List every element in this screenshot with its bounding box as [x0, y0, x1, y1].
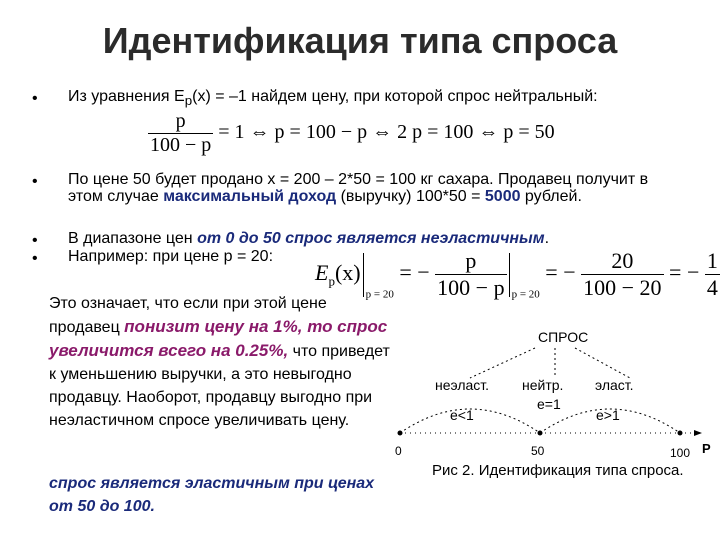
figure-caption: Рис 2. Идентификация типа спроса. — [432, 462, 684, 479]
eq2-fraction-2: $\frac{20}{100 - 20}$ — [583, 248, 662, 300]
bullet-marker: • — [32, 232, 38, 249]
branch-elastic: эласт. — [595, 377, 634, 393]
bullet-marker: • — [32, 250, 38, 267]
condition-elastic: e>1 — [596, 407, 620, 423]
bullet-2-highlight2: 5000 — [484, 188, 521, 205]
bullet-2-text-b: (выручку) 100*50 = — [336, 188, 485, 205]
branch-right-line — [575, 348, 630, 378]
eq1-numerator: p — [148, 110, 213, 134]
condition-neutral: e=1 — [537, 396, 561, 412]
tick-0: 0 — [395, 444, 402, 458]
bullet-2-text-c: рублей. — [520, 188, 582, 205]
bullet-2-highlight: максимальный доход — [163, 188, 337, 205]
eq1-rest: = 1 ⇔ p = 100 − p ⇔ 2 p = 100 ⇔ p = 50 — [218, 121, 555, 144]
condition-inelastic: e<1 — [450, 407, 474, 423]
equation-example: $E_p(x)_{p = 20}$ = − $\frac{p}{100 - p}$ $_{p = 20}$ = − $\frac{20}{100 - 20}$ = − $\frac{1}{4}$ — [315, 248, 718, 301]
bullet-2 — [68, 171, 668, 205]
elastic-note: спрос является эластичным при ценах от 50 до 100. — [49, 475, 375, 515]
explanation-paragraph — [49, 292, 399, 432]
eq2-fraction-3: $\frac{1}{4}$ — [706, 248, 718, 300]
eq2-eval: p = 20 — [365, 288, 394, 301]
explanation-text-a: Это означает, что если при этой цене продавец — [49, 295, 327, 336]
eq2-lhs: $E_p(x)$ — [315, 259, 361, 288]
bullet-marker: • — [32, 90, 38, 107]
point-100 — [678, 431, 683, 436]
branch-neutral: нейтр. — [522, 377, 564, 393]
equation-neutral — [148, 110, 555, 157]
eq2-equals: = − — [399, 259, 430, 285]
bullet-3-text-a: В диапазоне цен — [68, 230, 198, 247]
bullet-1-text-b: (x) = –1 найдем цену, при которой спрос нейтральный: — [192, 88, 598, 105]
bullet-4 — [68, 248, 273, 265]
branch-inelastic: неэласт. — [435, 377, 490, 393]
tick-50: 50 — [531, 444, 545, 458]
bullet-2-text-a: По цене 50 будет продано x = 200 – 2*50 = 100 кг сахара. Продавец получит в этом случае — [68, 171, 649, 205]
explanation-text-b: что приведет к уменьшению выручки, а это невыгодно продавцу. Наоборот, продавцу выгодно при неэластичном спросе увеличивать цену. — [49, 343, 390, 429]
point-50 — [538, 431, 543, 436]
bullet-1-text-a: Из уравнения E — [68, 88, 185, 105]
point-0 — [398, 431, 403, 436]
branch-left-line — [470, 348, 535, 378]
bullet-1-sub: p — [184, 93, 193, 109]
tick-100: 100 — [670, 446, 691, 460]
bullet-3-highlight: от 0 до 50 спрос является неэластичным — [197, 230, 545, 247]
bullet-marker: • — [32, 173, 38, 190]
eq1-denominator: 100 − p — [150, 134, 212, 156]
bullet-3 — [68, 230, 708, 247]
axis-arrow — [694, 430, 702, 436]
bullet-4-text-a: Например: при цене p = 20: — [68, 248, 274, 265]
eq2-fraction-1: $\frac{p}{100 - p}$ — [437, 248, 505, 300]
bullet-3-text-b: . — [544, 230, 550, 247]
explanation-highlight: понизит цену на 1%, то спрос увеличится всего на 0.25%, — [49, 317, 388, 360]
slide-title: Идентификация типа спроса — [102, 20, 618, 61]
axis-label-p: P — [702, 441, 711, 456]
bullet-1 — [68, 88, 708, 109]
diagram-root: СПРОС — [538, 329, 589, 345]
eq1-fraction — [148, 110, 213, 157]
